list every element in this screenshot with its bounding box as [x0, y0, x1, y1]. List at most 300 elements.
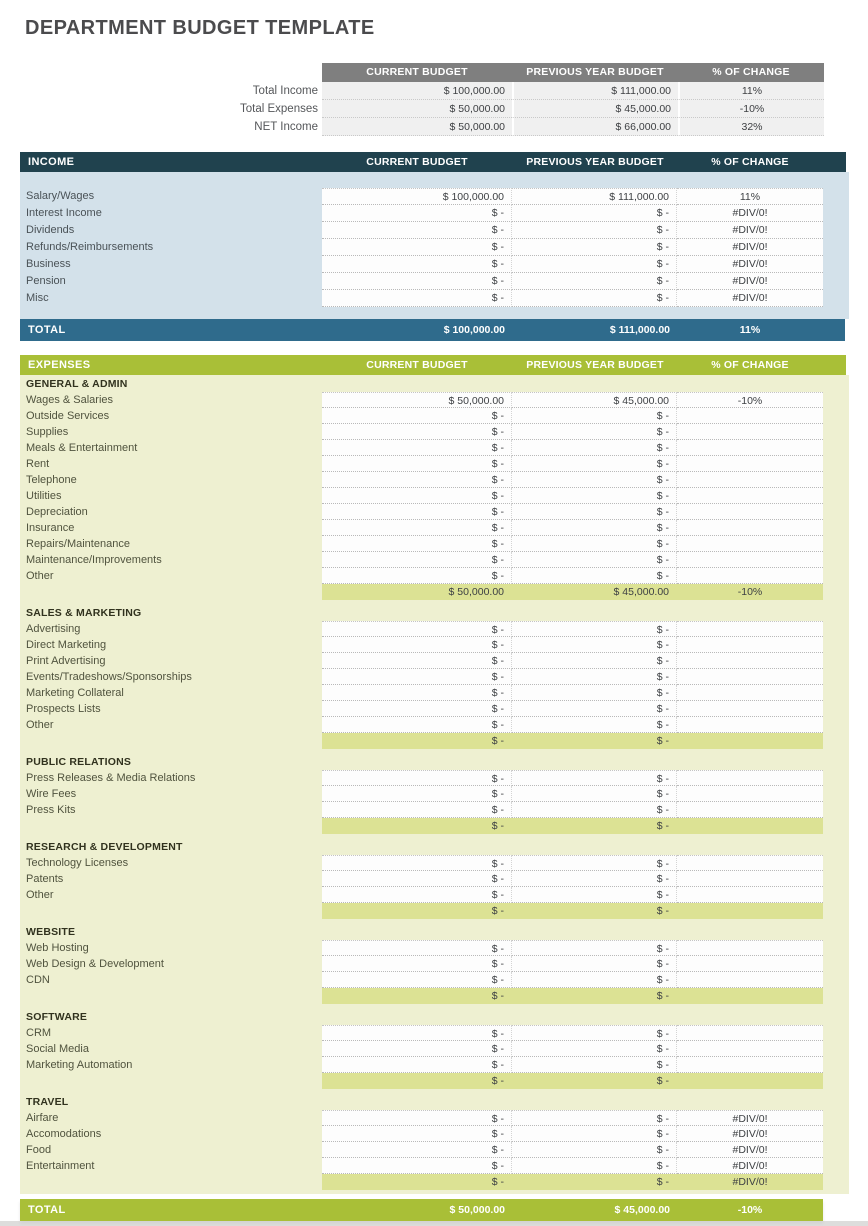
current-budget-cell[interactable]: $ - [322, 440, 512, 456]
percent-change-cell[interactable] [677, 717, 823, 733]
previous-year-budget-cell[interactable]: $ 66,000.00 [512, 118, 678, 136]
expense-row-label: Rent [26, 458, 50, 470]
previous-year-budget-cell[interactable]: $ - [512, 1158, 677, 1174]
income-section [20, 152, 849, 341]
row-cells [322, 1142, 823, 1158]
previous-year-budget-cell[interactable]: $ - [512, 1110, 677, 1126]
current-budget-cell[interactable]: $ - [322, 568, 512, 584]
table-row [20, 818, 849, 834]
expense-row-label: Web Hosting [26, 942, 89, 954]
income-total-bar [20, 319, 845, 341]
percent-change-cell[interactable]: #DIV/0! [677, 239, 823, 256]
row-cells [322, 472, 823, 488]
current-budget-cell[interactable]: $ - [322, 520, 512, 536]
row-cells [322, 205, 823, 222]
income-total-current: $ 100,000.00 [443, 324, 505, 336]
expense-row-label: Events/Tradeshows/Sponsorships [26, 671, 192, 683]
income-row-label: Pension [26, 275, 66, 287]
expense-row-label: Outside Services [26, 410, 110, 422]
expense-row-label: Depreciation [26, 506, 88, 518]
current-budget-cell[interactable]: $ - [322, 903, 512, 919]
expense-group-title: SOFTWARE [26, 1011, 88, 1023]
column-header-previous-year-budget: PREVIOUS YEAR BUDGET [526, 359, 664, 371]
current-budget-cell[interactable]: $ - [322, 456, 512, 472]
previous-year-budget-cell[interactable]: $ - [512, 887, 677, 903]
current-budget-cell[interactable]: $ - [322, 1142, 512, 1158]
percent-change-cell[interactable]: #DIV/0! [677, 1174, 823, 1190]
previous-year-budget-cell[interactable]: $ - [512, 871, 677, 887]
expense-row-label: Print Advertising [26, 655, 106, 667]
percent-change-cell[interactable] [677, 988, 823, 1004]
previous-year-budget-cell[interactable]: $ - [512, 408, 677, 424]
table-row [20, 1158, 849, 1174]
percent-change-cell[interactable] [677, 621, 823, 637]
percent-change-cell[interactable]: #DIV/0! [677, 290, 823, 307]
previous-year-budget-cell[interactable]: $ - [512, 621, 677, 637]
table-row [20, 239, 849, 256]
percent-change-cell[interactable] [677, 770, 823, 786]
summary-row-label: Total Expenses [240, 103, 318, 115]
percent-change-cell[interactable]: #DIV/0! [677, 1142, 823, 1158]
previous-year-budget-cell[interactable]: $ 111,000.00 [512, 82, 678, 100]
percent-change-cell[interactable]: #DIV/0! [677, 1110, 823, 1126]
current-budget-cell[interactable]: $ - [322, 621, 512, 637]
expense-row-label: Food [26, 1144, 52, 1156]
previous-year-budget-cell[interactable]: $ - [512, 903, 677, 919]
table-row [20, 273, 849, 290]
row-cells [322, 188, 823, 205]
previous-year-budget-cell[interactable]: $ - [512, 802, 677, 818]
percent-change-cell[interactable] [677, 972, 823, 988]
expense-row-label: Social Media [26, 1043, 89, 1055]
percent-change-cell[interactable] [677, 504, 823, 520]
previous-year-budget-cell[interactable]: $ - [512, 488, 677, 504]
previous-year-budget-cell[interactable]: $ - [512, 786, 677, 802]
table-row [20, 701, 849, 717]
current-budget-cell[interactable]: $ - [322, 290, 512, 307]
current-budget-cell[interactable]: $ - [322, 1126, 512, 1142]
percent-change-cell[interactable] [677, 472, 823, 488]
current-budget-cell[interactable]: $ - [322, 818, 512, 834]
current-budget-cell[interactable]: $ - [322, 504, 512, 520]
expense-row-label: Maintenance/Improvements [26, 554, 162, 566]
previous-year-budget-cell[interactable]: $ - [512, 222, 677, 239]
table-row [20, 188, 849, 205]
percent-change-cell[interactable] [677, 1073, 823, 1089]
expense-row-label: Wages & Salaries [26, 394, 114, 406]
expenses-total-change: -10% [737, 1204, 763, 1216]
previous-year-budget-cell[interactable]: $ - [512, 956, 677, 972]
row-cells [322, 1110, 823, 1126]
current-budget-cell[interactable]: $ 50,000.00 [322, 392, 512, 408]
table-row [20, 520, 849, 536]
current-budget-cell[interactable]: $ - [322, 205, 512, 222]
expense-row-label: Wire Fees [26, 788, 77, 800]
percent-change-cell[interactable] [677, 855, 823, 871]
percent-change-cell[interactable] [677, 408, 823, 424]
previous-year-budget-cell[interactable]: $ 45,000.00 [512, 392, 677, 408]
percent-change-cell[interactable] [677, 818, 823, 834]
row-cells [322, 717, 823, 733]
table-row [20, 903, 849, 919]
row-cells [322, 887, 823, 903]
row-cells [322, 256, 823, 273]
row-cells [322, 1126, 823, 1142]
percent-change-cell[interactable] [677, 871, 823, 887]
previous-year-budget-cell[interactable]: $ - [512, 568, 677, 584]
previous-year-budget-cell[interactable]: $ - [512, 717, 677, 733]
previous-year-budget-cell[interactable]: $ - [512, 733, 677, 749]
current-budget-cell[interactable]: $ - [322, 871, 512, 887]
row-cells [322, 456, 823, 472]
expense-row-label: CDN [26, 974, 50, 986]
previous-year-budget-cell[interactable]: $ - [512, 940, 677, 956]
expense-row-label: Telephone [26, 474, 77, 486]
current-budget-cell[interactable]: $ - [322, 733, 512, 749]
summary-header-row [322, 63, 824, 82]
row-cells [322, 424, 823, 440]
previous-year-budget-cell[interactable]: $ - [512, 1025, 677, 1041]
percent-change-cell[interactable]: -10% [677, 584, 823, 600]
current-budget-cell[interactable]: $ - [322, 222, 512, 239]
expense-group-title: SALES & MARKETING [26, 607, 142, 619]
expense-group-title: TRAVEL [26, 1096, 69, 1108]
current-budget-cell[interactable]: $ 100,000.00 [322, 82, 512, 100]
previous-year-budget-cell[interactable]: $ - [512, 818, 677, 834]
table-row [20, 552, 849, 568]
previous-year-budget-cell[interactable]: $ - [512, 1142, 677, 1158]
row-cells [322, 855, 823, 871]
percent-change-cell[interactable]: #DIV/0! [677, 1126, 823, 1142]
previous-year-budget-cell[interactable]: $ - [512, 273, 677, 290]
table-row [20, 408, 849, 424]
current-budget-cell[interactable]: $ - [322, 685, 512, 701]
table-row [20, 733, 849, 749]
current-budget-cell[interactable]: $ - [322, 488, 512, 504]
expense-group-title: PUBLIC RELATIONS [26, 756, 132, 768]
table-row [20, 685, 849, 701]
income-total-change: 11% [739, 324, 761, 336]
row-cells [322, 1174, 823, 1190]
column-header-percent-of-change: % OF CHANGE [711, 156, 789, 168]
row-cells [322, 956, 823, 972]
expense-row-label: Direct Marketing [26, 639, 107, 651]
percent-change-cell[interactable] [677, 1057, 823, 1073]
table-row [20, 940, 849, 956]
row-cells [322, 552, 823, 568]
percent-change-cell[interactable] [677, 685, 823, 701]
income-row-label: Dividends [26, 224, 75, 236]
previous-year-budget-cell[interactable]: $ - [512, 456, 677, 472]
row-cells [322, 584, 823, 600]
previous-year-budget-cell[interactable]: $ - [512, 653, 677, 669]
current-budget-cell[interactable]: $ - [322, 1158, 512, 1174]
expense-row-label: Marketing Collateral [26, 687, 124, 699]
table-row [20, 653, 849, 669]
current-budget-cell[interactable]: $ 50,000.00 [322, 584, 512, 600]
previous-year-budget-cell[interactable]: $ - [512, 424, 677, 440]
percent-change-cell[interactable] [677, 701, 823, 717]
previous-year-budget-cell[interactable]: $ - [512, 504, 677, 520]
expense-row-label: Advertising [26, 623, 81, 635]
table-row [20, 669, 849, 685]
table-row [20, 770, 849, 786]
column-header-current-budget: CURRENT BUDGET [366, 66, 468, 78]
income-row-label: Business [26, 258, 71, 270]
summary-rows [20, 82, 824, 136]
previous-year-budget-cell[interactable]: $ - [512, 685, 677, 701]
percent-change-cell[interactable]: -10% [678, 100, 824, 118]
income-row-label: Salary/Wages [26, 190, 95, 202]
row-cells [322, 1073, 823, 1089]
current-budget-cell[interactable]: $ - [322, 1073, 512, 1089]
percent-change-cell[interactable]: #DIV/0! [677, 273, 823, 290]
current-budget-cell[interactable]: $ 100,000.00 [322, 188, 512, 205]
percent-change-cell[interactable]: 11% [678, 82, 824, 100]
previous-year-budget-cell[interactable]: $ 111,000.00 [512, 188, 677, 205]
current-budget-cell[interactable]: $ - [322, 669, 512, 685]
previous-year-budget-cell[interactable]: $ - [512, 536, 677, 552]
current-budget-cell[interactable]: $ - [322, 1057, 512, 1073]
previous-year-budget-cell[interactable]: $ - [512, 770, 677, 786]
percent-change-cell[interactable]: #DIV/0! [677, 205, 823, 222]
previous-year-budget-cell[interactable]: $ - [512, 1041, 677, 1057]
expense-row-label: Press Releases & Media Relations [26, 772, 196, 784]
row-cells [322, 637, 823, 653]
previous-year-budget-cell[interactable]: $ - [512, 1126, 677, 1142]
previous-year-budget-cell[interactable]: $ - [512, 669, 677, 685]
table-row [20, 504, 849, 520]
previous-year-budget-cell[interactable]: $ - [512, 290, 677, 307]
previous-year-budget-cell[interactable]: $ - [512, 205, 677, 222]
expense-row-label: Supplies [26, 426, 69, 438]
percent-change-cell[interactable] [677, 568, 823, 584]
previous-year-budget-cell[interactable]: $ - [512, 1174, 677, 1190]
row-cells [322, 871, 823, 887]
previous-year-budget-cell[interactable]: $ - [512, 520, 677, 536]
previous-year-budget-cell[interactable]: $ - [512, 552, 677, 568]
income-row-label: Refunds/Reimbursements [26, 241, 154, 253]
row-cells [322, 290, 823, 307]
subtotal-row-label [20, 988, 322, 1004]
table-row [20, 621, 849, 637]
row-cells [322, 988, 823, 1004]
percent-change-cell[interactable] [677, 456, 823, 472]
percent-change-cell[interactable]: 11% [677, 188, 823, 205]
current-budget-cell[interactable]: $ - [322, 802, 512, 818]
current-budget-cell[interactable]: $ - [322, 701, 512, 717]
table-row [20, 802, 849, 818]
income-rows [20, 188, 849, 307]
current-budget-cell[interactable]: $ - [322, 988, 512, 1004]
percent-change-cell[interactable] [677, 940, 823, 956]
row-cells [322, 568, 823, 584]
previous-year-budget-cell[interactable]: $ - [512, 637, 677, 653]
percent-change-cell[interactable] [677, 1025, 823, 1041]
expense-row-label: Other [26, 889, 54, 901]
expense-row-label: Other [26, 719, 54, 731]
expense-row-label: Prospects Lists [26, 703, 101, 715]
column-header-previous-year-budget: PREVIOUS YEAR BUDGET [526, 156, 664, 168]
percent-change-cell[interactable]: 32% [678, 118, 824, 136]
current-budget-cell[interactable]: $ - [322, 239, 512, 256]
table-row [20, 637, 849, 653]
current-budget-cell[interactable]: $ - [322, 770, 512, 786]
expense-group-title: GENERAL & ADMIN [26, 378, 128, 390]
table-row [20, 1041, 849, 1057]
subtotal-row-label [20, 584, 322, 600]
current-budget-cell[interactable]: $ - [322, 536, 512, 552]
table-row [20, 440, 849, 456]
expenses-total-current: $ 50,000.00 [449, 1204, 505, 1216]
previous-year-budget-cell[interactable]: $ 45,000.00 [512, 100, 678, 118]
current-budget-cell[interactable]: $ - [322, 717, 512, 733]
income-section-label: INCOME [28, 156, 75, 168]
table-row [20, 1057, 849, 1073]
current-budget-cell[interactable]: $ - [322, 887, 512, 903]
percent-change-cell[interactable]: -10% [677, 392, 823, 408]
expense-row-label: Technology Licenses [26, 857, 129, 869]
percent-change-cell[interactable] [677, 802, 823, 818]
percent-change-cell[interactable] [677, 552, 823, 568]
current-budget-cell[interactable]: $ - [322, 786, 512, 802]
table-row [20, 887, 849, 903]
row-cells [322, 392, 823, 408]
percent-change-cell[interactable] [677, 424, 823, 440]
summary-row-label: Total Income [252, 85, 318, 97]
previous-year-budget-cell[interactable]: $ - [512, 701, 677, 717]
row-cells [322, 786, 823, 802]
row-cells [322, 972, 823, 988]
percent-change-cell[interactable] [677, 903, 823, 919]
percent-change-cell[interactable] [677, 887, 823, 903]
expense-row-label: Accomodations [26, 1128, 102, 1140]
current-budget-cell[interactable]: $ - [322, 256, 512, 273]
previous-year-budget-cell[interactable]: $ - [512, 1073, 677, 1089]
percent-change-cell[interactable] [677, 733, 823, 749]
current-budget-cell[interactable]: $ - [322, 956, 512, 972]
current-budget-cell[interactable]: $ - [322, 972, 512, 988]
percent-change-cell[interactable] [677, 440, 823, 456]
row-cells [322, 940, 823, 956]
table-row [20, 568, 849, 584]
current-budget-cell[interactable]: $ - [322, 653, 512, 669]
percent-change-cell[interactable] [677, 786, 823, 802]
row-cells [322, 100, 824, 118]
table-row [20, 1126, 849, 1142]
expenses-total-previous: $ 45,000.00 [614, 1204, 670, 1216]
expenses-total-label: TOTAL [28, 1204, 66, 1216]
subtotal-row-label [20, 903, 322, 919]
percent-change-cell[interactable]: #DIV/0! [677, 1158, 823, 1174]
row-cells [322, 504, 823, 520]
current-budget-cell[interactable]: $ - [322, 424, 512, 440]
page-title: DEPARTMENT BUDGET TEMPLATE [25, 17, 375, 39]
percent-change-cell[interactable] [677, 536, 823, 552]
current-budget-cell[interactable]: $ - [322, 273, 512, 290]
table-row [20, 536, 849, 552]
percent-change-cell[interactable] [677, 520, 823, 536]
table-row [20, 584, 849, 600]
expense-group-title: RESEARCH & DEVELOPMENT [26, 841, 183, 853]
row-cells [322, 685, 823, 701]
current-budget-cell[interactable]: $ - [322, 472, 512, 488]
row-cells [322, 273, 823, 290]
current-budget-cell[interactable]: $ 50,000.00 [322, 100, 512, 118]
subtotal-row-label [20, 1174, 322, 1190]
row-cells [322, 701, 823, 717]
current-budget-cell[interactable]: $ - [322, 1025, 512, 1041]
row-cells [322, 653, 823, 669]
previous-year-budget-cell[interactable]: $ 45,000.00 [512, 584, 677, 600]
column-header-current-budget: CURRENT BUDGET [366, 359, 468, 371]
percent-change-cell[interactable]: #DIV/0! [677, 256, 823, 273]
expense-row-label: Meals & Entertainment [26, 442, 138, 454]
current-budget-cell[interactable]: $ - [322, 855, 512, 871]
current-budget-cell[interactable]: $ - [322, 1041, 512, 1057]
previous-year-budget-cell[interactable]: $ - [512, 855, 677, 871]
percent-change-cell[interactable] [677, 1041, 823, 1057]
percent-change-cell[interactable] [677, 637, 823, 653]
table-row [20, 972, 849, 988]
percent-change-cell[interactable] [677, 669, 823, 685]
row-cells [322, 118, 824, 136]
table-row [20, 871, 849, 887]
table-row [20, 988, 849, 1004]
previous-year-budget-cell[interactable]: $ - [512, 239, 677, 256]
table-row [20, 717, 849, 733]
expense-row-label: Other [26, 570, 54, 582]
current-budget-cell[interactable]: $ 50,000.00 [322, 118, 512, 136]
income-body [20, 172, 849, 319]
percent-change-cell[interactable] [677, 956, 823, 972]
previous-year-budget-cell[interactable]: $ - [512, 1057, 677, 1073]
subtotal-row-label [20, 1073, 322, 1089]
table-row [20, 456, 849, 472]
table-row [20, 786, 849, 802]
current-budget-cell[interactable]: $ - [322, 408, 512, 424]
row-cells [322, 669, 823, 685]
percent-change-cell[interactable] [677, 653, 823, 669]
percent-change-cell[interactable]: #DIV/0! [677, 222, 823, 239]
subtotal-row-label [20, 733, 322, 749]
row-cells [322, 770, 823, 786]
summary-row-label: NET Income [254, 121, 318, 133]
previous-year-budget-cell[interactable]: $ - [512, 440, 677, 456]
previous-year-budget-cell[interactable]: $ - [512, 472, 677, 488]
percent-change-cell[interactable] [677, 488, 823, 504]
previous-year-budget-cell[interactable]: $ - [512, 972, 677, 988]
current-budget-cell[interactable]: $ - [322, 940, 512, 956]
column-header-previous-year-budget: PREVIOUS YEAR BUDGET [526, 66, 664, 78]
current-budget-cell[interactable]: $ - [322, 1174, 512, 1190]
previous-year-budget-cell[interactable]: $ - [512, 988, 677, 1004]
column-header-current-budget: CURRENT BUDGET [366, 156, 468, 168]
expenses-body [20, 375, 849, 1194]
row-cells [322, 520, 823, 536]
expense-row-label: Insurance [26, 522, 75, 534]
table-row [20, 290, 849, 307]
expense-row-label: Entertainment [26, 1160, 95, 1172]
current-budget-cell[interactable]: $ - [322, 1110, 512, 1126]
current-budget-cell[interactable]: $ - [322, 552, 512, 568]
current-budget-cell[interactable]: $ - [322, 637, 512, 653]
row-cells [322, 733, 823, 749]
table-row [20, 1073, 849, 1089]
expenses-section [20, 355, 849, 1221]
table-row [20, 855, 849, 871]
previous-year-budget-cell[interactable]: $ - [512, 256, 677, 273]
